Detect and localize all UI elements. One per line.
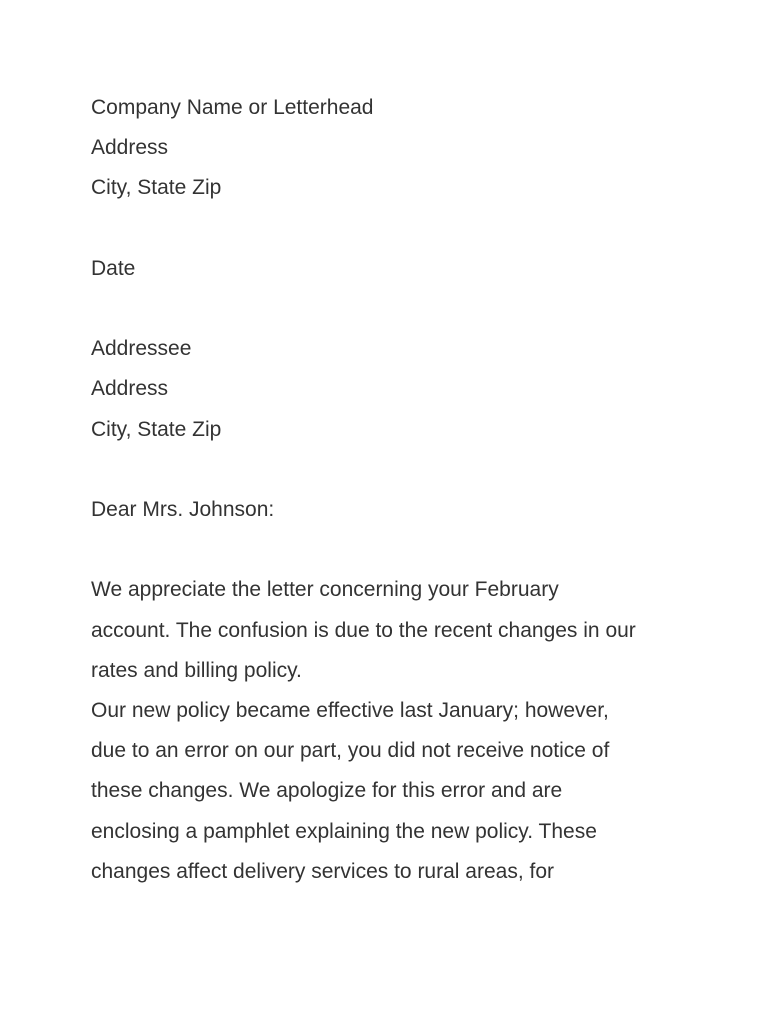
sender-city-state-zip: City, State Zip: [91, 176, 222, 200]
spacer: [91, 450, 691, 490]
body-line: changes affect delivery services to rural areas, for: [91, 859, 554, 883]
body-line: enclosing a pamphlet explaining the new policy. These: [91, 819, 597, 843]
spacer: [91, 289, 691, 329]
body-line: these changes. We apologize for this error and are: [91, 779, 563, 803]
recipient-city-state-zip: City, State Zip: [91, 417, 222, 441]
body-line: rates and billing policy.: [91, 658, 302, 682]
recipient-block: [91, 329, 691, 450]
letter-body: [91, 88, 691, 892]
sender-block: [91, 88, 691, 209]
body-line: Our new policy became effective last January; however,: [91, 698, 609, 722]
spacer: [91, 209, 691, 249]
recipient-address: Address: [91, 377, 169, 401]
body-line: We appreciate the letter concerning your February: [91, 578, 559, 602]
letter-date: Date: [91, 256, 136, 280]
sender-address: Address: [91, 136, 169, 160]
body-paragraphs: [91, 570, 691, 892]
salutation: Dear Mrs. Johnson:: [91, 497, 275, 521]
body-line: account. The confusion is due to the recent changes in our: [91, 618, 636, 642]
body-line: due to an error on our part, you did not receive notice of: [91, 739, 610, 763]
sender-company: Company Name or Letterhead: [91, 96, 374, 119]
spacer: [91, 530, 691, 570]
recipient-name: Addressee: [91, 337, 192, 361]
